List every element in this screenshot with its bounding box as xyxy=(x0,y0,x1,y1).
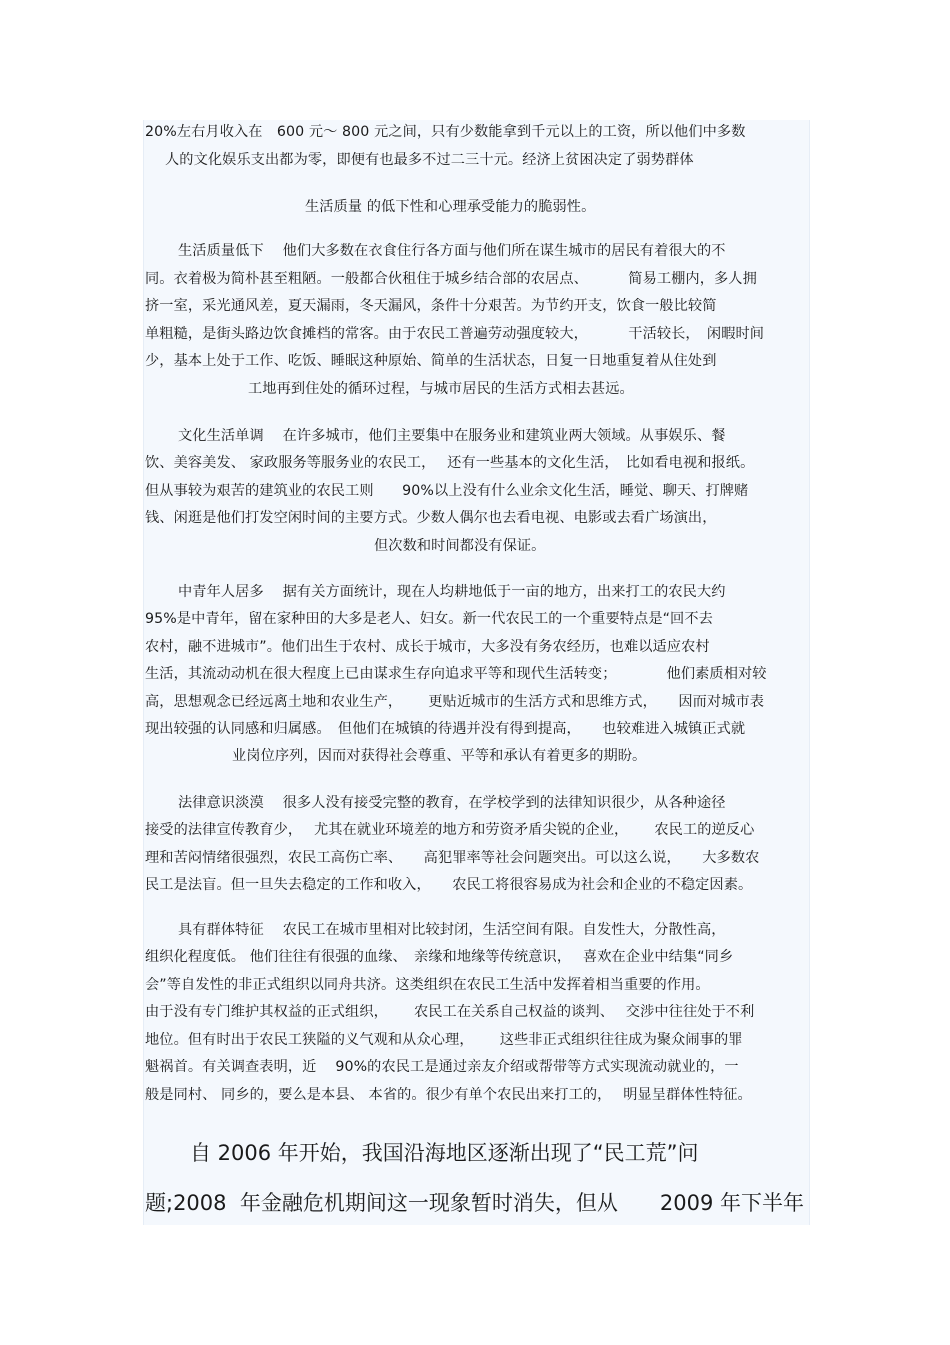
text-line: 业岗位序列，因而对获得社会尊重、平等和承认有着更多的期盼。 xyxy=(232,748,647,764)
text-line: 同。衣着极为简朴甚至粗陋。一般都合伙租住于城乡结合部的农居点、 简易工棚内，多人拥 xyxy=(145,271,757,287)
text-line: 少，基本上处于工作、吃饭、睡眠这种原始、简单的生活状态，日复一日地重复着从住处到 xyxy=(145,353,717,369)
text-line: 工地再到住处的循环过程，与城市居民的生活方式相去甚远。 xyxy=(248,381,634,397)
text-line: 般是同村、 同乡的，要么是本县、 本省的。很少有单个农民出来打工的， 明显呈群体性特征。 xyxy=(145,1087,752,1103)
text-line: 农村，融不进城市”。他们出生于农村、成长于城市，大多没有务农经历，也难以适应农村 xyxy=(145,639,710,655)
text-line: 人的文化娱乐支出都为零，即便有也最多不过二三十元。经济上贫困决定了弱势群体 xyxy=(165,152,694,168)
text-line: 地位。但有时出于农民工狭隘的义气观和从众心理， 这些非正式组织往往成为聚众闹事的罪 xyxy=(145,1032,743,1048)
text-line: 20%左右月收入在 600 元～ 800 元之间，只有少数能拿到千元以上的工资，所以他们中多数 xyxy=(145,124,746,140)
text-line: 理和苦闷情绪很强烈，农民工高伤亡率、 高犯罪率等社会问题突出。可以这么说， 大多数农 xyxy=(145,850,760,866)
text-line: 魁祸首。有关调查表明，近 90%的农民工是通过亲友介绍或帮带等方式实现流动就业的，一 xyxy=(145,1059,739,1075)
text-line: 中青年人居多 据有关方面统计，现在人均耕地低于一亩的地方，出来打工的农民大约 xyxy=(178,584,726,600)
text-line: 接受的法律宣传教育少， 尤其在就业环境差的地方和劳资矛盾尖锐的企业， 农民工的逆反心 xyxy=(145,822,755,838)
text-line: 文化生活单调 在许多城市，他们主要集中在服务业和建筑业两大领域。从事娱乐、餐 xyxy=(178,428,726,444)
text-line: 饮、美容美发、 家政服务等服务业的农民工， 还有一些基本的文化生活， 比如看电视和报纸。 xyxy=(145,455,755,471)
text-line: 95%是中青年，留在家种田的大多是老人、妇女。新一代农民工的一个重要特点是“回不去 xyxy=(145,611,713,627)
text-line: 但次数和时间都没有保证。 xyxy=(374,538,546,554)
text-line: 但从事较为艰苦的建筑业的农民工则 90%以上没有什么业余文化生活，睡觉、聊天、打牌赌 xyxy=(145,483,749,499)
text-line: 题;2008 年金融危机期间这一现象暂时消失，但从 2009 年下半年 xyxy=(145,1191,804,1215)
text-line: 会”等自发性的非正式组织以同舟共济。这类组织在农民工生活中发挥着相当重要的作用。 xyxy=(145,977,710,993)
text-line: 民工是法盲。但一旦失去稳定的工作和收入， 农民工将很容易成为社会和企业的不稳定因素。 xyxy=(145,877,753,893)
text-line: 挤一室，采光通风差，夏天漏雨，冬天漏风，条件十分艰苦。为节约开支，饮食一般比较简 xyxy=(145,298,717,314)
text-line: 具有群体特征 农民工在城市里相对比较封闭，生活空间有限。自发性大，分散性高， xyxy=(178,922,726,938)
text-line: 生活，其流动动机在很大程度上已由谋求生存向追求平等和现代生活转变； 他们素质相对较 xyxy=(145,666,767,682)
text-line: 钱、闲逛是他们打发空闲时间的主要方式。少数人偶尔也去看电视、电影或去看广场演出， xyxy=(145,510,717,526)
text-line: 由于没有专门维护其权益的正式组织， 农民工在关系自己权益的谈判、 交涉中往往处于不利 xyxy=(145,1004,755,1020)
text-line: 法律意识淡漠 很多人没有接受完整的教育，在学校学到的法律知识很少，从各种途径 xyxy=(178,795,726,811)
text-line: 现出较强的认同感和归属感。 但他们在城镇的待遇并没有得到提高， 也较难进入城镇正式就 xyxy=(145,721,746,737)
text-line: 单粗糙，是街头路边饮食摊档的常客。由于农民工普遍劳动强度较大， 干活较长， 闲暇时间 xyxy=(145,326,765,342)
text-line: 高，思想观念已经远离土地和农业生产， 更贴近城市的生活方式和思维方式， 因而对城市表 xyxy=(145,694,765,710)
text-line: 自 2006 年开始，我国沿海地区逐渐出现了“民工荒”问 xyxy=(190,1141,699,1165)
text-line: 生活质量低下 他们大多数在衣食住行各方面与他们所在谋生城市的居民有着很大的不 xyxy=(178,243,726,259)
text-line: 组织化程度低。 他们往往有很强的血缘、 亲缘和地缘等传统意识， 喜欢在企业中结集“同乡 xyxy=(145,949,734,965)
text-line: 生活质量 的低下性和心理承受能力的脆弱性。 xyxy=(305,199,596,215)
